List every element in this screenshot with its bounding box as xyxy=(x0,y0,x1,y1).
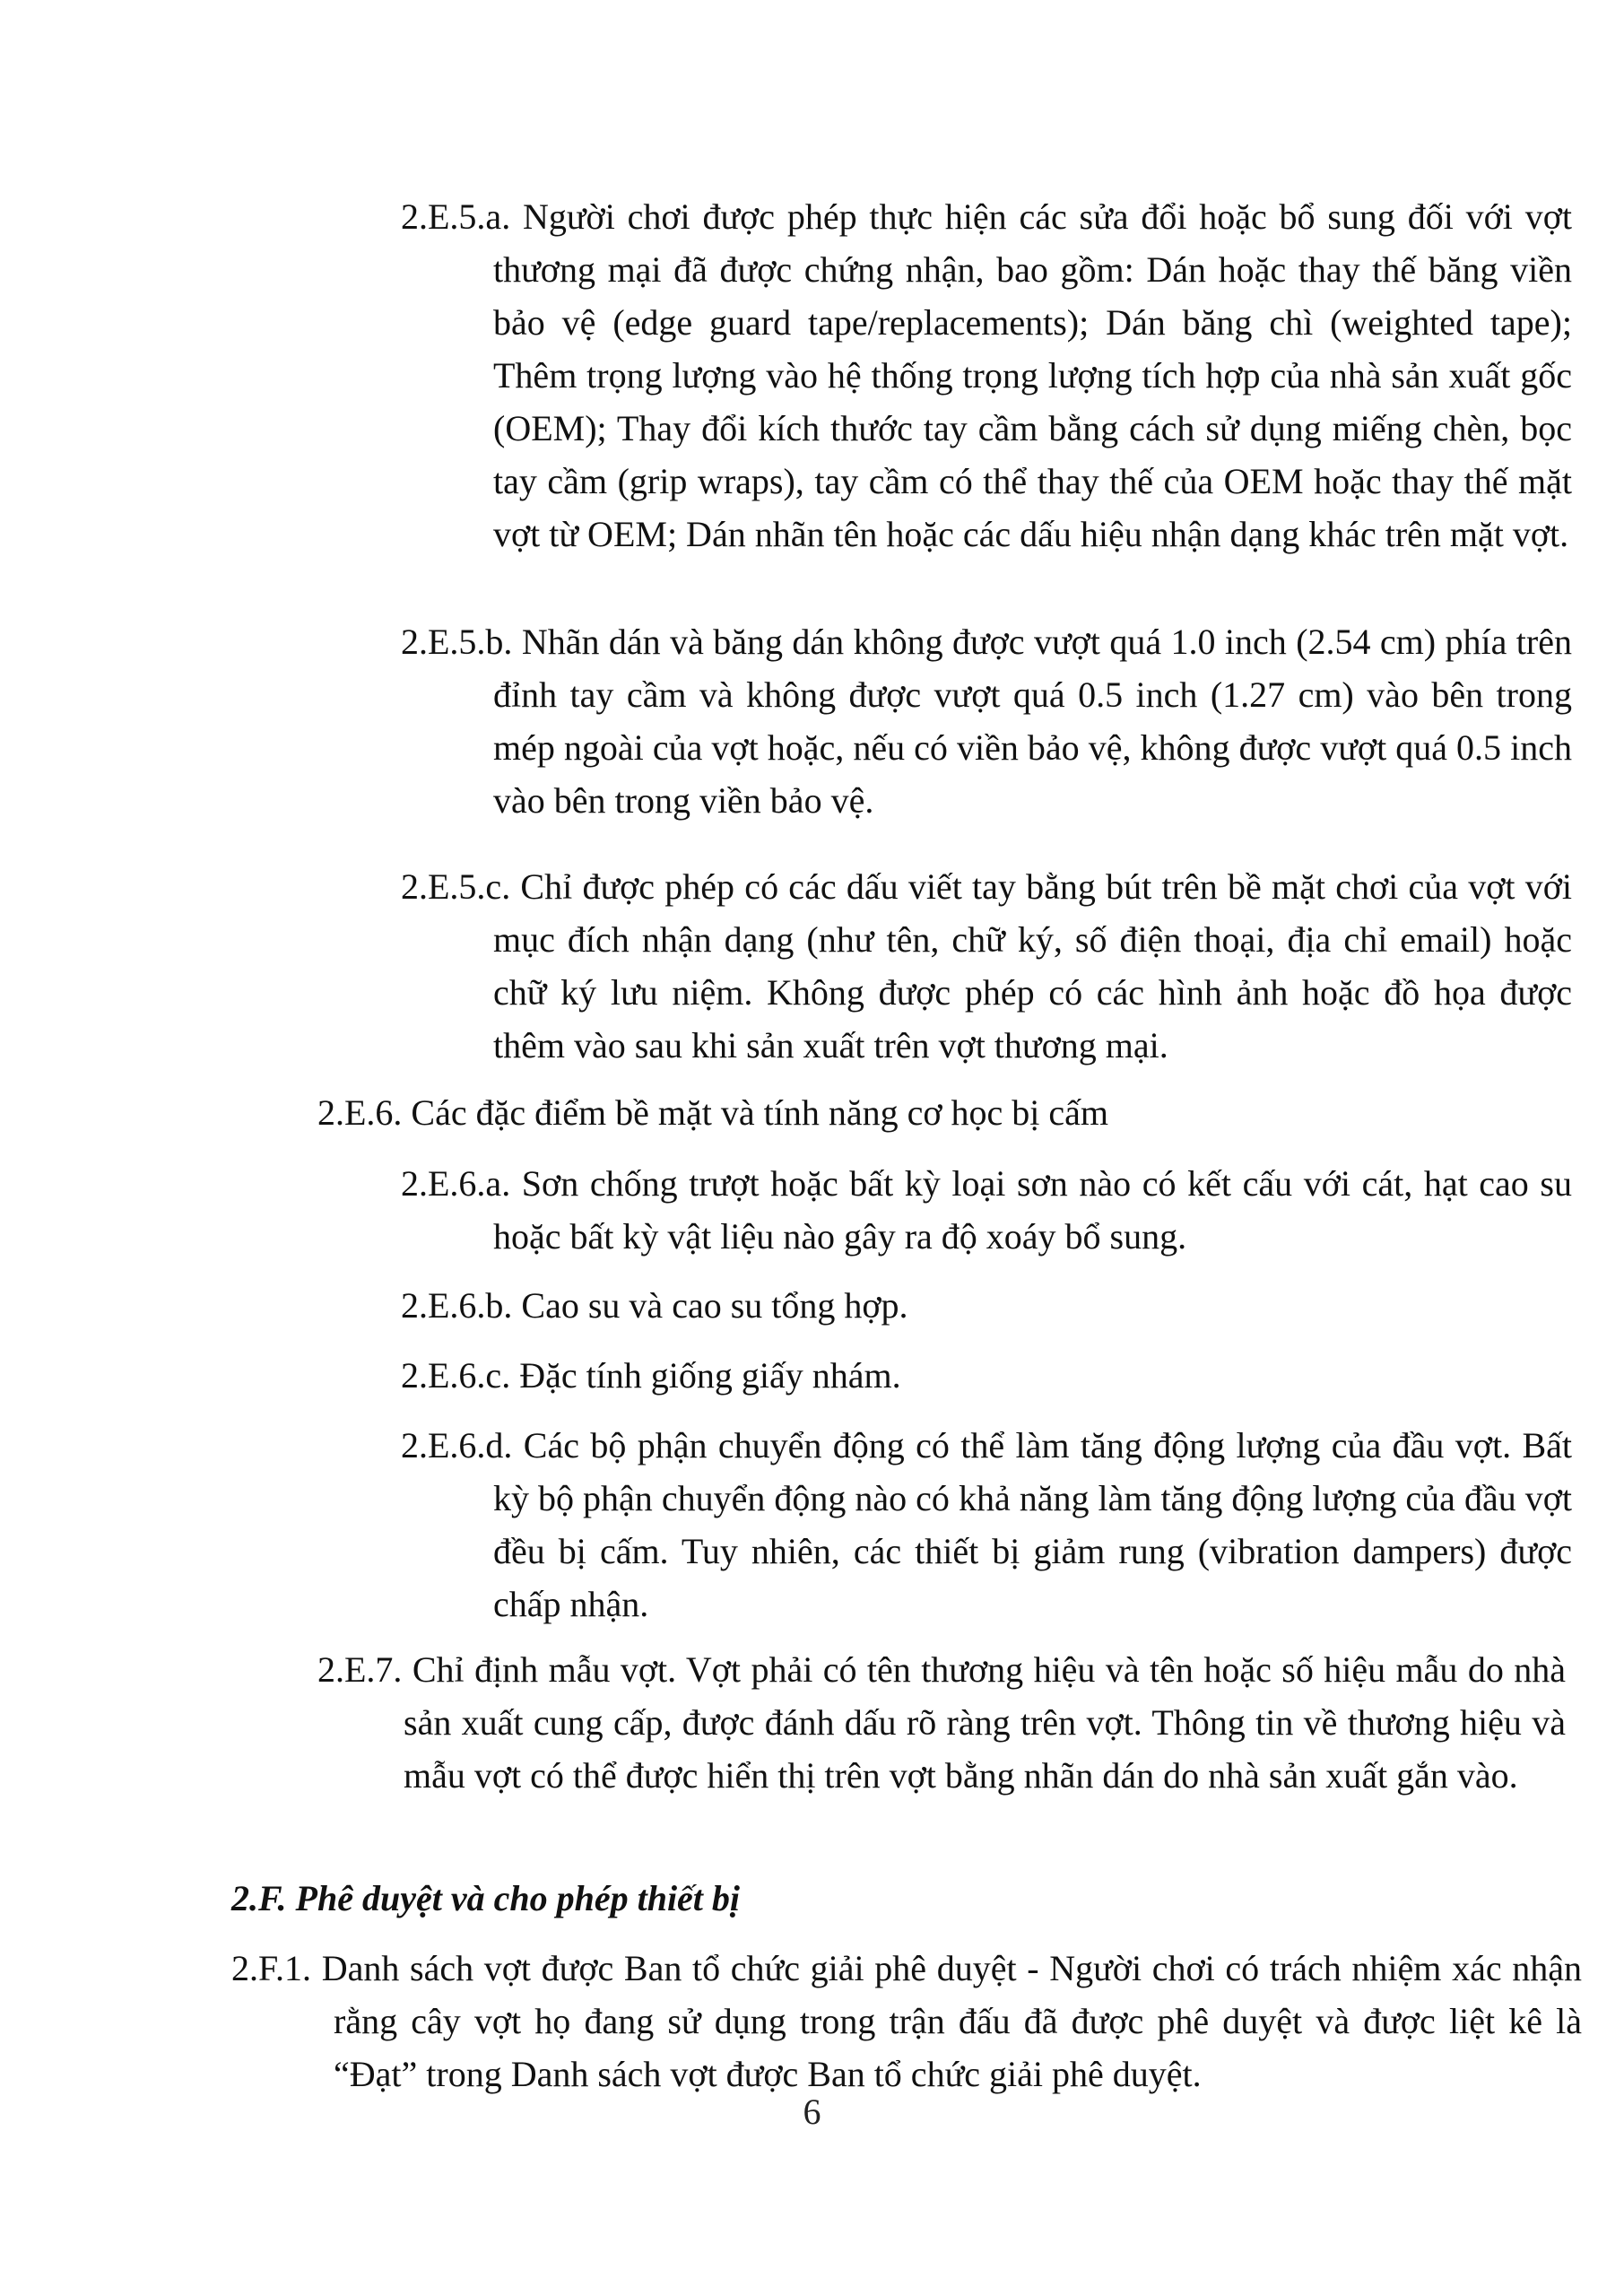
paragraph-2f1: 2.F.1. Danh sách vợt được Ban tổ chức giải phê duyệt - Người chơi có trách nhiệm xác nhận rằng cây vợt họ đang sử dụng trong trận đấu đã được phê duyệt và được liệt kê là “Đạt” trong Danh sách vợt được Ban tổ chức giải phê duyệt. xyxy=(231,1948,1582,2094)
paragraph-2e5b: 2.E.5.b. Nhãn dán và băng dán không được vượt quá 1.0 inch (2.54 cm) phía trên đỉnh tay cầm và không được vượt quá 0.5 inch (1.27 cm) vào bên trong mép ngoài của vợt hoặc, nếu có viền bảo vệ, không được vượt quá 0.5 inch vào bên trong viền bảo vệ. xyxy=(401,622,1572,821)
paragraph-2e6: 2.E.6. Các đặc điểm bề mặt và tính năng cơ học bị cấm xyxy=(317,1092,1108,1133)
section-heading-2f: 2.F. Phê duyệt và cho phép thiết bị xyxy=(231,1878,741,1918)
paragraph-2e6c: 2.E.6.c. Đặc tính giống giấy nhám. xyxy=(401,1355,901,1396)
paragraph-2e5a: 2.E.5.a. Người chơi được phép thực hiện các sửa đổi hoặc bổ sung đối với vợt thương mại đã được chứng nhận, bao gồm: Dán hoặc thay thế băng viền bảo vệ (edge guard tape/replacements); Dán băng chì (weighted tape); Thêm trọng lượng vào hệ thống trọng lượng tích hợp của nhà sản xuất gốc (OEM); Thay đổi kích thước tay cầm bằng cách sử dụng miếng chèn, bọc tay cầm (grip wraps), tay cầm có thể thay thế của OEM hoặc thay thế mặt vợt từ OEM; Dán nhãn tên hoặc các dấu hiệu nhận dạng khác trên mặt vợt. xyxy=(401,196,1572,554)
paragraph-2e6b: 2.E.6.b. Cao su và cao su tổng hợp. xyxy=(401,1285,908,1326)
paragraph-2e5c: 2.E.5.c. Chỉ được phép có các dấu viết tay bằng bút trên bề mặt chơi của vợt với mục đích nhận dạng (như tên, chữ ký, số điện thoại, địa chỉ email) hoặc chữ ký lưu niệm. Không được phép có các hình ảnh hoặc đồ họa được thêm vào sau khi sản xuất trên vợt thương mại. xyxy=(401,866,1572,1065)
paragraph-2e6d: 2.E.6.d. Các bộ phận chuyển động có thể làm tăng động lượng của đầu vợt. Bất kỳ bộ phận chuyển động nào có khả năng làm tăng động lượng của đầu vợt đều bị cấm. Tuy nhiên, các thiết bị giảm rung (vibration dampers) được chấp nhận. xyxy=(401,1425,1572,1624)
page-number: 6 xyxy=(803,2092,821,2132)
paragraph-2e7: 2.E.7. Chỉ định mẫu vợt. Vợt phải có tên thương hiệu và tên hoặc số hiệu mẫu do nhà sản xuất cung cấp, được đánh dấu rõ ràng trên vợt. Thông tin về thương hiệu và mẫu vợt có thể được hiển thị trên vợt bằng nhãn dán do nhà sản xuất gắn vào. xyxy=(317,1649,1566,1796)
paragraph-2e6a: 2.E.6.a. Sơn chống trượt hoặc bất kỳ loại sơn nào có kết cấu với cát, hạt cao su hoặc bất kỳ vật liệu nào gây ra độ xoáy bổ sung. xyxy=(401,1163,1572,1257)
